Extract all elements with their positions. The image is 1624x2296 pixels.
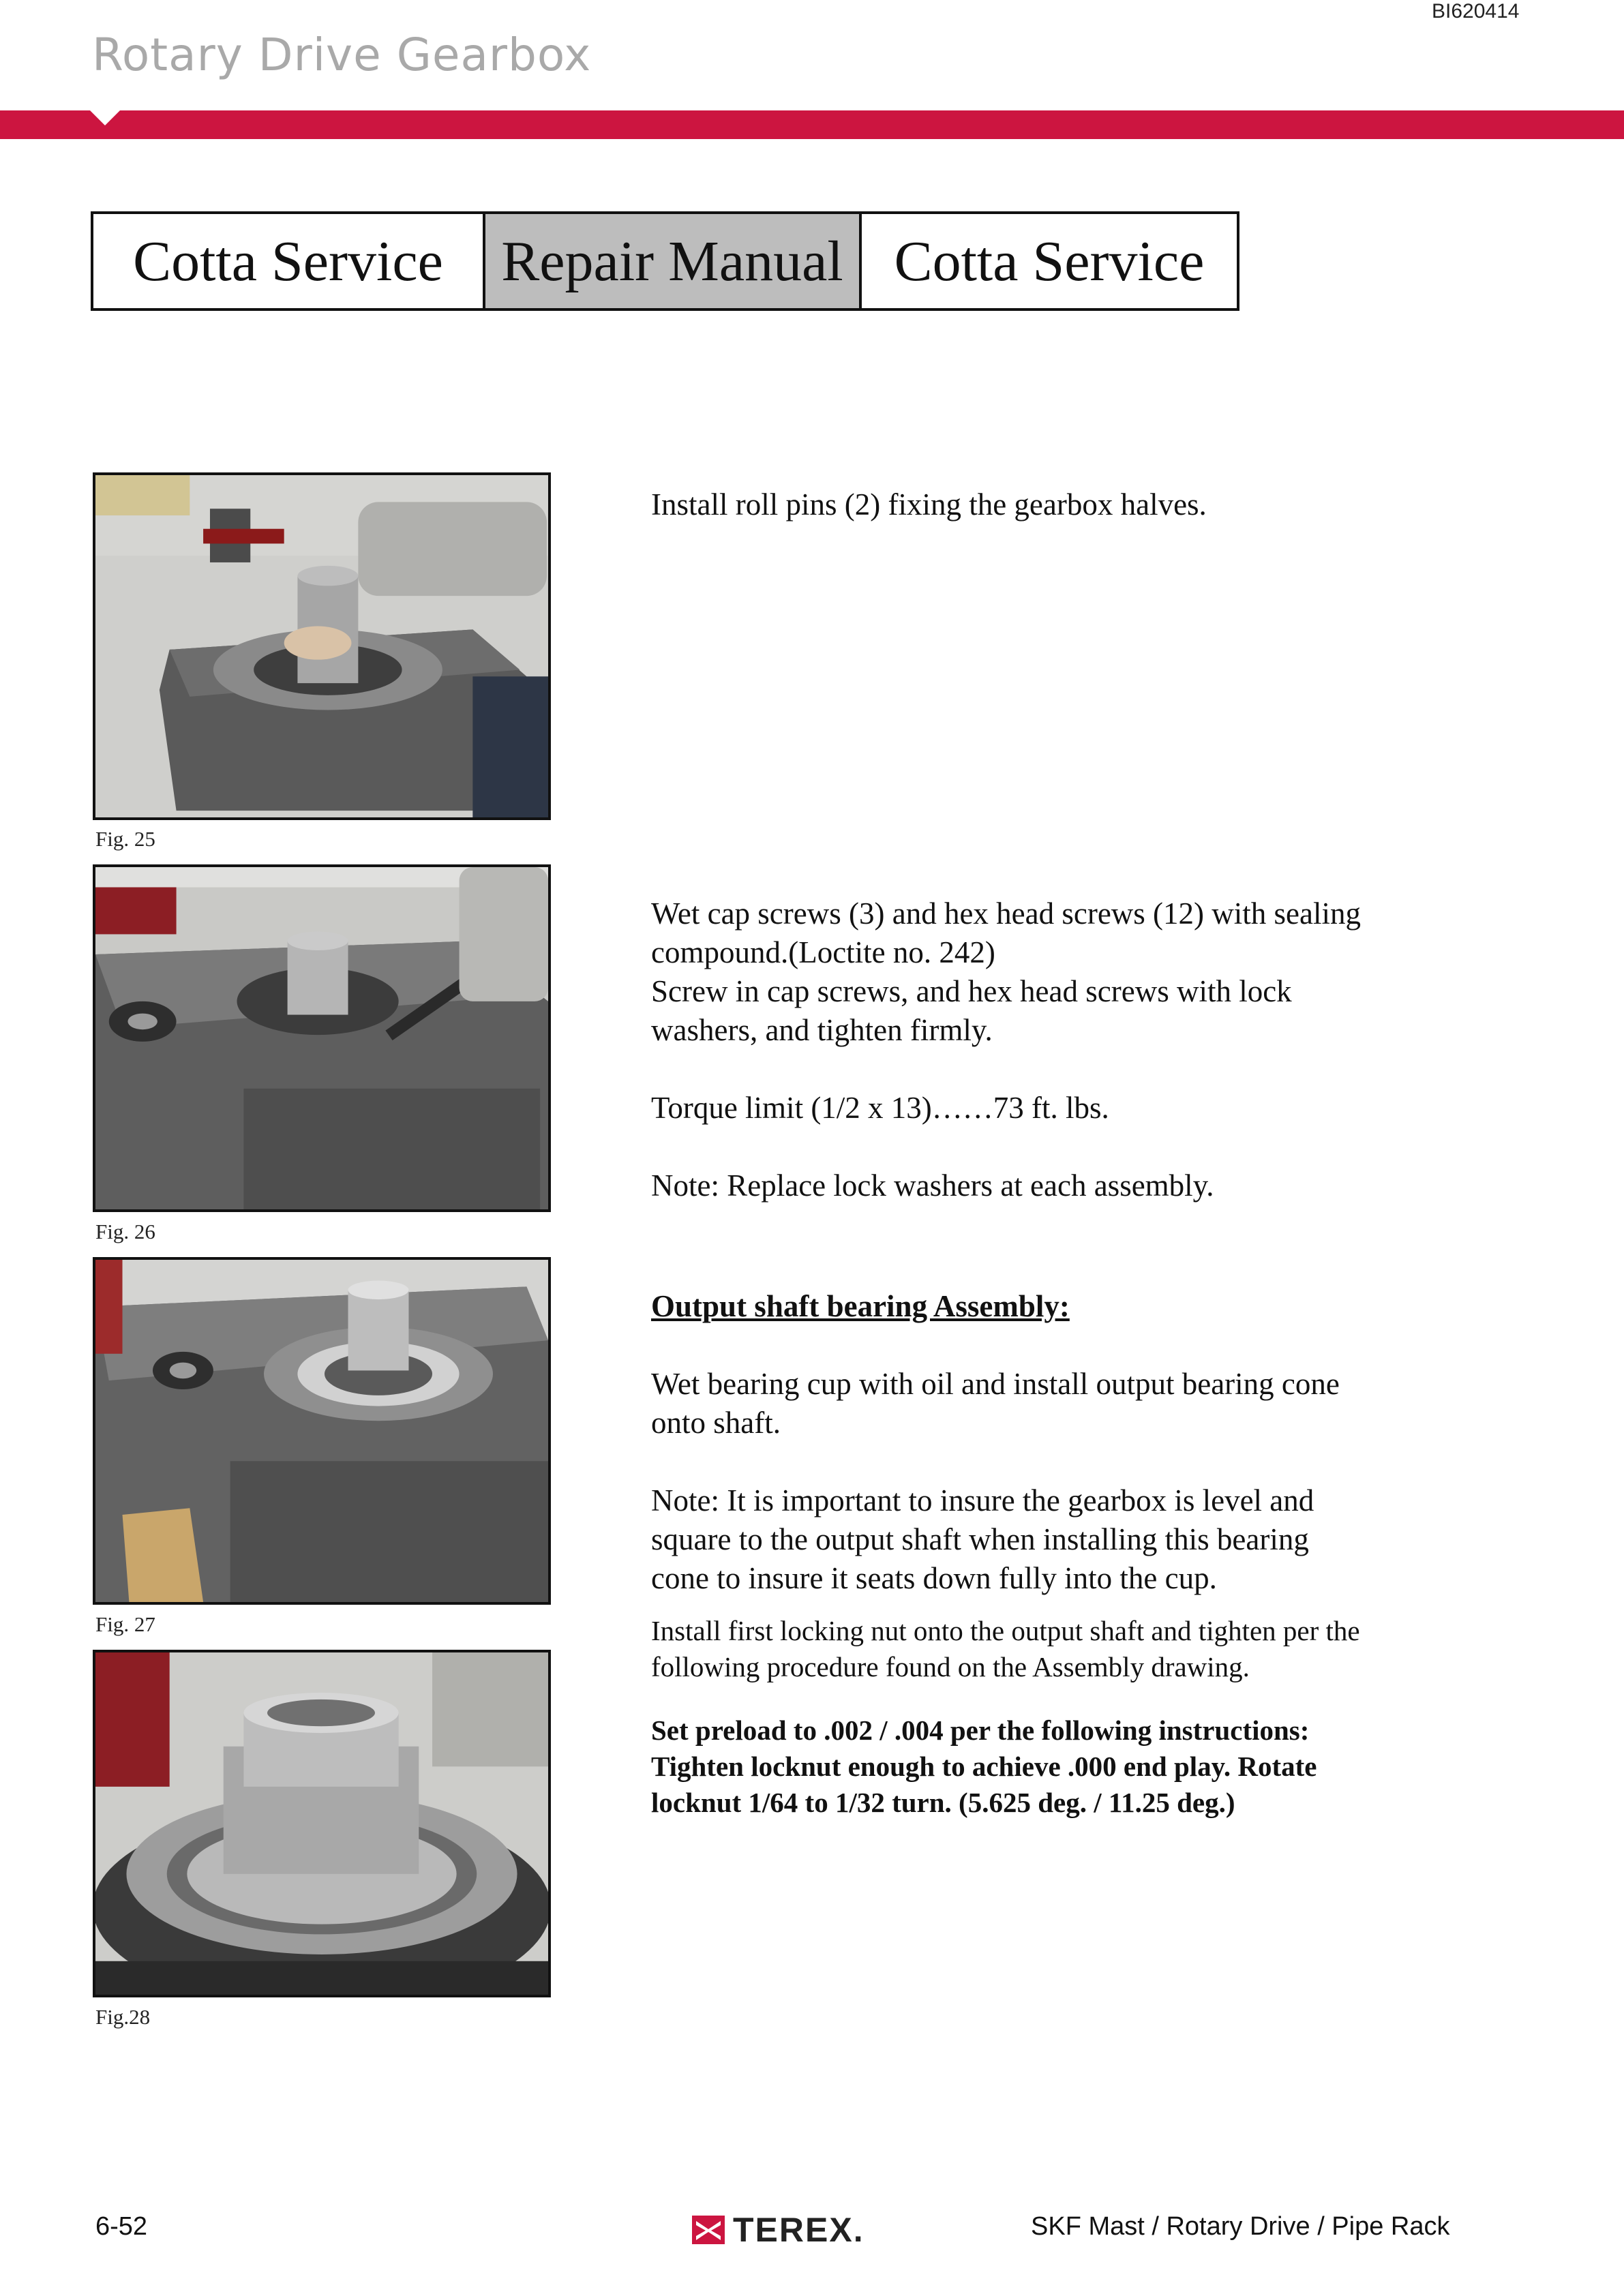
page-number: 6-52 [95,2212,148,2241]
step-screw-in-text: Screw in cap screws, and hex head screws with lock washers, and tighten firmly. [651,974,1292,1047]
figure-28-caption: Fig.28 [95,2005,151,2029]
title-tabs [91,211,1239,311]
figure-25-photo [93,472,551,820]
figure-25-caption: Fig. 25 [95,827,155,851]
wet-bearing-text: Wet bearing cup with oil and install output bearing cone onto shaft. [651,1367,1340,1440]
tab-cotta-service-right: Cotta Service [894,229,1205,293]
figure-26-photo [93,864,551,1212]
figure-27-caption: Fig. 27 [95,1612,155,1636]
install-locking-nut-text: Install first locking nut onto the output shaft and tighten per the following procedure found on the Assembly drawing. [651,1615,1360,1682]
terex-logo [692,2210,864,2250]
torque-limit-text: Torque limit (1/2 x 13)……73 ft. lbs. [651,1091,1109,1125]
figure-28-photo [93,1650,551,1997]
preload-instructions-text: Set preload to .002 / .004 per the following instructions: Tighten locknut enough to achieve .000 end play. Rotate locknut 1/64 to 1/32 turn. (5.625 deg. / 11.25 deg.) [651,1715,1317,1818]
figure-26-caption: Fig. 26 [95,1220,155,1243]
step-roll-pins-text: Install roll pins (2) fixing the gearbox halves. [651,487,1207,522]
header-divider-bar [0,110,1624,139]
footer-section-title: SKF Mast / Rotary Drive / Pipe Rack [1031,2212,1450,2241]
step-wet-cap-screws-text: Wet cap screws (3) and hex head screws (12) with sealing compound.(Loctite no. 242) [651,896,1361,969]
page-title: Rotary Drive Gearbox [92,29,592,81]
tab-cotta-service-left: Cotta Service [93,214,485,308]
figure-27-photo [93,1257,551,1605]
note-lock-washers-text: Note: Replace lock washers at each assembly. [651,1168,1214,1203]
output-shaft-heading: Output shaft bearing Assembly: [651,1289,1070,1323]
header-notch [90,110,120,125]
note-level-text: Note: It is important to insure the gearbox is level and square to the output shaft when installing this bearing cone to insure it seats down fully into the cup. [651,1483,1314,1595]
terex-wordmark: TEREX. [733,2211,864,2249]
output-shaft-section [651,1287,1367,1821]
terex-logo-icon [692,2216,725,2244]
tab-repair-manual: Repair Manual [485,214,862,308]
document-id: BI620414 [1432,0,1520,22]
step-cap-screws [651,894,1367,1205]
step-roll-pins [651,485,1401,524]
